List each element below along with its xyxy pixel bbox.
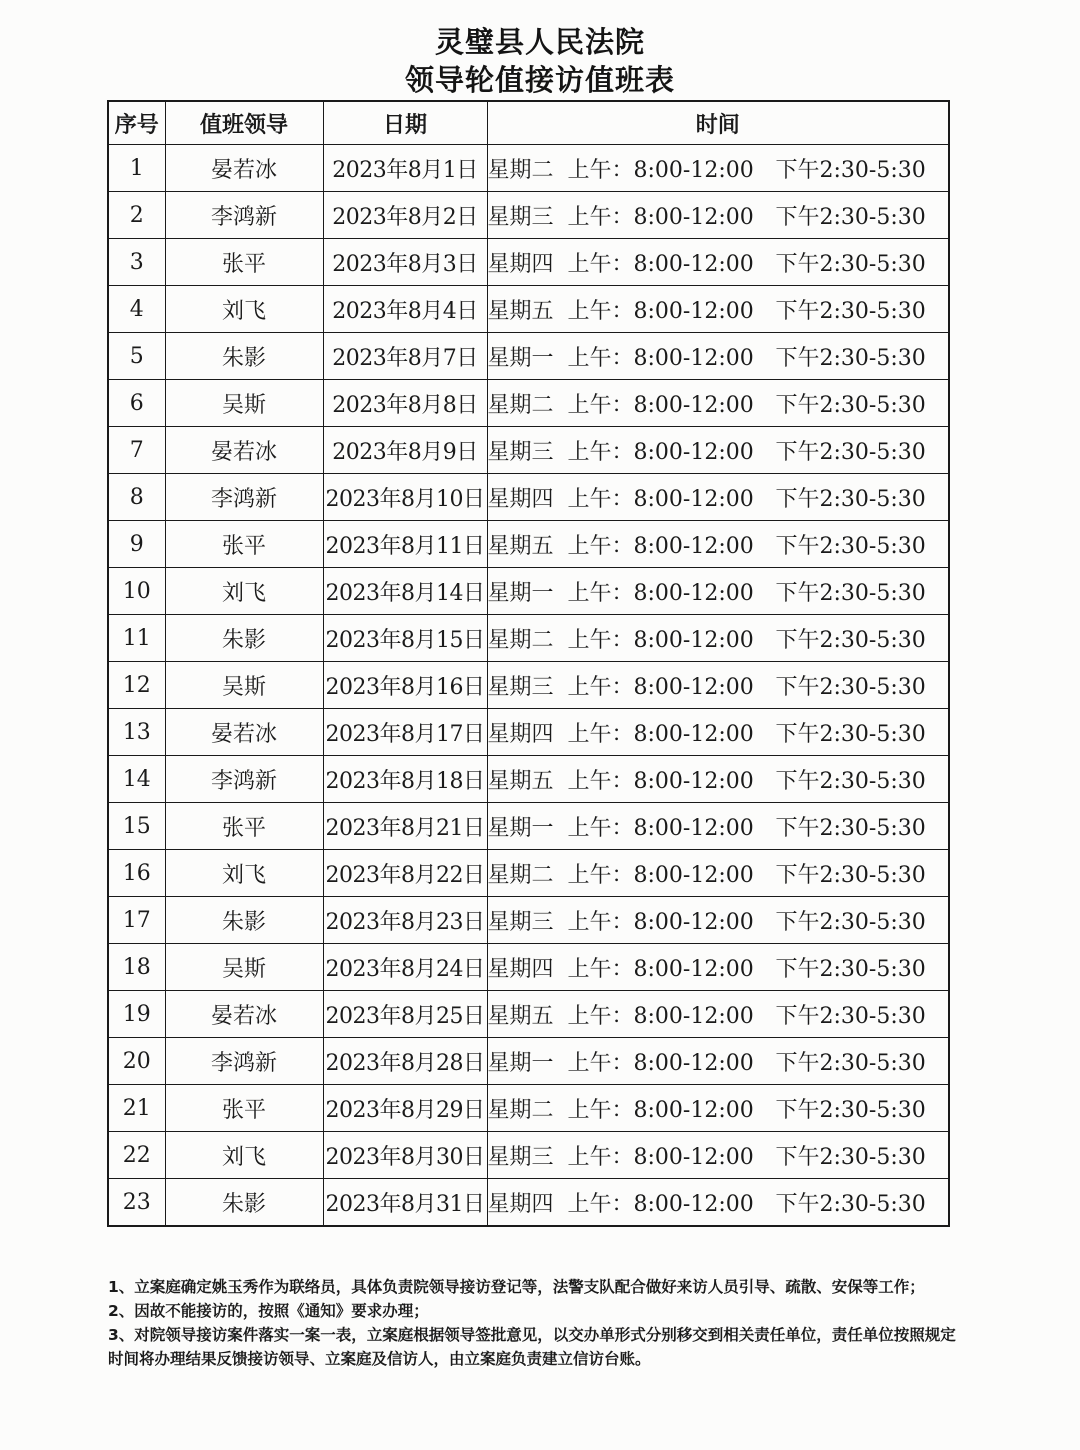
table-row: [108, 944, 949, 991]
cell-date: 2023年8月10日: [323, 474, 487, 521]
table-row: [108, 1179, 949, 1227]
duty-schedule-table: [107, 100, 950, 1227]
cell-time: [487, 521, 949, 568]
morning-hours-text: 上午：8:00-12:00: [567, 439, 754, 465]
weekday-text: 星期五: [487, 533, 554, 559]
morning-hours-text: 上午：8:00-12:00: [567, 486, 754, 512]
cell-date: 2023年8月7日: [323, 333, 487, 380]
morning-hours-text: 上午：8:00-12:00: [567, 956, 754, 982]
cell-date: 2023年8月9日: [323, 427, 487, 474]
table-header-row: [108, 101, 949, 145]
cell-duty-leader: 吴斯: [165, 662, 323, 709]
cell-time: [487, 615, 949, 662]
cell-duty-leader: 李鸿新: [165, 756, 323, 803]
cell-date: 2023年8月11日: [323, 521, 487, 568]
table-row: [108, 615, 949, 662]
cell-duty-leader: 李鸿新: [165, 192, 323, 239]
morning-hours-text: 上午：8:00-12:00: [567, 674, 754, 700]
header-time: 时间: [487, 101, 949, 145]
cell-time: [487, 662, 949, 709]
cell-date: 2023年8月22日: [323, 850, 487, 897]
cell-serial-number: 1: [108, 145, 165, 192]
afternoon-hours-text: 下午2:30-5:30: [775, 627, 926, 653]
cell-date: 2023年8月2日: [323, 192, 487, 239]
weekday-text: 星期一: [487, 815, 554, 841]
table-row: [108, 427, 949, 474]
cell-time: [487, 850, 949, 897]
cell-date: 2023年8月24日: [323, 944, 487, 991]
cell-serial-number: 16: [108, 850, 165, 897]
afternoon-hours-text: 下午2:30-5:30: [775, 1003, 926, 1029]
cell-duty-leader: 晏若冰: [165, 709, 323, 756]
cell-duty-leader: 晏若冰: [165, 427, 323, 474]
cell-duty-leader: 朱影: [165, 1179, 323, 1227]
note-item-3: 3、对院领导接访案件落实一案一表，立案庭根据领导签批意见，以交办单形式分别移交到相关责任单位，责任单位按照规定时间将办理结果反馈接访领导、立案庭及信访人，由立案庭负责建立信访台账。: [108, 1326, 956, 1368]
morning-hours-text: 上午：8:00-12:00: [567, 1191, 754, 1217]
cell-serial-number: 13: [108, 709, 165, 756]
cell-time: [487, 944, 949, 991]
cell-date: 2023年8月17日: [323, 709, 487, 756]
afternoon-hours-text: 下午2:30-5:30: [775, 862, 926, 888]
cell-duty-leader: 李鸿新: [165, 1038, 323, 1085]
cell-serial-number: 19: [108, 991, 165, 1038]
weekday-text: 星期三: [487, 439, 554, 465]
afternoon-hours-text: 下午2:30-5:30: [775, 204, 926, 230]
weekday-text: 星期一: [487, 345, 554, 371]
afternoon-hours-text: 下午2:30-5:30: [775, 1191, 926, 1217]
cell-serial-number: 11: [108, 615, 165, 662]
cell-date: 2023年8月23日: [323, 897, 487, 944]
weekday-text: 星期三: [487, 674, 554, 700]
table-body: [108, 145, 949, 1227]
morning-hours-text: 上午：8:00-12:00: [567, 1144, 754, 1170]
cell-date: 2023年8月31日: [323, 1179, 487, 1227]
cell-time: [487, 427, 949, 474]
cell-duty-leader: 刘飞: [165, 1132, 323, 1179]
afternoon-hours-text: 下午2:30-5:30: [775, 345, 926, 371]
cell-time: [487, 286, 949, 333]
cell-time: [487, 709, 949, 756]
afternoon-hours-text: 下午2:30-5:30: [775, 580, 926, 606]
cell-serial-number: 22: [108, 1132, 165, 1179]
afternoon-hours-text: 下午2:30-5:30: [775, 674, 926, 700]
weekday-text: 星期三: [487, 909, 554, 935]
morning-hours-text: 上午：8:00-12:00: [567, 768, 754, 794]
weekday-text: 星期四: [487, 486, 554, 512]
table-row: [108, 897, 949, 944]
cell-duty-leader: 刘飞: [165, 286, 323, 333]
weekday-text: 星期五: [487, 1003, 554, 1029]
weekday-text: 星期四: [487, 1191, 554, 1217]
cell-date: 2023年8月16日: [323, 662, 487, 709]
cell-time: [487, 1179, 949, 1227]
document-subtitle: 领导轮值接访值班表: [404, 63, 675, 97]
table-row: [108, 850, 949, 897]
morning-hours-text: 上午：8:00-12:00: [567, 627, 754, 653]
table-row: [108, 239, 949, 286]
cell-serial-number: 8: [108, 474, 165, 521]
table-row: [108, 803, 949, 850]
weekday-text: 星期三: [487, 204, 554, 230]
afternoon-hours-text: 下午2:30-5:30: [775, 486, 926, 512]
morning-hours-text: 上午：8:00-12:00: [567, 533, 754, 559]
cell-date: 2023年8月4日: [323, 286, 487, 333]
morning-hours-text: 上午：8:00-12:00: [567, 862, 754, 888]
cell-serial-number: 14: [108, 756, 165, 803]
weekday-text: 星期二: [487, 392, 554, 418]
afternoon-hours-text: 下午2:30-5:30: [775, 909, 926, 935]
table-row: [108, 756, 949, 803]
note-item-1: 1、立案庭确定姚玉秀作为联络员，具体负责院领导接访登记等，法警支队配合做好来访人员引导、疏散、安保等工作；: [108, 1278, 925, 1296]
morning-hours-text: 上午：8:00-12:00: [567, 392, 754, 418]
table-row: [108, 1038, 949, 1085]
weekday-text: 星期二: [487, 1097, 554, 1123]
afternoon-hours-text: 下午2:30-5:30: [775, 157, 926, 183]
morning-hours-text: 上午：8:00-12:00: [567, 1050, 754, 1076]
cell-date: 2023年8月25日: [323, 991, 487, 1038]
table-row: [108, 1085, 949, 1132]
table-row: [108, 286, 949, 333]
cell-serial-number: 2: [108, 192, 165, 239]
cell-serial-number: 9: [108, 521, 165, 568]
table-row: [108, 380, 949, 427]
table-row: [108, 662, 949, 709]
cell-serial-number: 17: [108, 897, 165, 944]
afternoon-hours-text: 下午2:30-5:30: [775, 1144, 926, 1170]
cell-duty-leader: 吴斯: [165, 944, 323, 991]
cell-time: [487, 568, 949, 615]
morning-hours-text: 上午：8:00-12:00: [567, 721, 754, 747]
table-row: [108, 568, 949, 615]
afternoon-hours-text: 下午2:30-5:30: [775, 815, 926, 841]
morning-hours-text: 上午：8:00-12:00: [567, 298, 754, 324]
cell-serial-number: 15: [108, 803, 165, 850]
morning-hours-text: 上午：8:00-12:00: [567, 815, 754, 841]
morning-hours-text: 上午：8:00-12:00: [567, 345, 754, 371]
cell-time: [487, 192, 949, 239]
afternoon-hours-text: 下午2:30-5:30: [775, 768, 926, 794]
cell-duty-leader: 晏若冰: [165, 145, 323, 192]
cell-duty-leader: 张平: [165, 803, 323, 850]
afternoon-hours-text: 下午2:30-5:30: [775, 956, 926, 982]
cell-serial-number: 23: [108, 1179, 165, 1227]
cell-serial-number: 4: [108, 286, 165, 333]
cell-serial-number: 12: [108, 662, 165, 709]
header-duty-leader: 值班领导: [165, 101, 323, 145]
cell-date: 2023年8月18日: [323, 756, 487, 803]
note-item-2: 2、因故不能接访的，按照《通知》要求办理；: [108, 1302, 429, 1320]
cell-serial-number: 18: [108, 944, 165, 991]
table-row: [108, 192, 949, 239]
table-row: [108, 1132, 949, 1179]
cell-duty-leader: 刘飞: [165, 850, 323, 897]
cell-date: 2023年8月30日: [323, 1132, 487, 1179]
weekday-text: 星期四: [487, 721, 554, 747]
weekday-text: 星期一: [487, 580, 554, 606]
afternoon-hours-text: 下午2:30-5:30: [775, 298, 926, 324]
cell-duty-leader: 吴斯: [165, 380, 323, 427]
cell-duty-leader: 朱影: [165, 897, 323, 944]
header-date: 日期: [323, 101, 487, 145]
afternoon-hours-text: 下午2:30-5:30: [775, 533, 926, 559]
cell-date: 2023年8月29日: [323, 1085, 487, 1132]
cell-serial-number: 21: [108, 1085, 165, 1132]
morning-hours-text: 上午：8:00-12:00: [567, 909, 754, 935]
cell-duty-leader: 刘飞: [165, 568, 323, 615]
cell-duty-leader: 张平: [165, 1085, 323, 1132]
table-row: [108, 145, 949, 192]
cell-date: 2023年8月14日: [323, 568, 487, 615]
afternoon-hours-text: 下午2:30-5:30: [775, 721, 926, 747]
afternoon-hours-text: 下午2:30-5:30: [775, 392, 926, 418]
morning-hours-text: 上午：8:00-12:00: [567, 1003, 754, 1029]
weekday-text: 星期五: [487, 768, 554, 794]
weekday-text: 星期二: [487, 862, 554, 888]
cell-duty-leader: 张平: [165, 521, 323, 568]
cell-time: [487, 239, 949, 286]
table-row: [108, 709, 949, 756]
cell-time: [487, 803, 949, 850]
cell-serial-number: 7: [108, 427, 165, 474]
cell-time: [487, 991, 949, 1038]
weekday-text: 星期一: [487, 1050, 554, 1076]
cell-duty-leader: 晏若冰: [165, 991, 323, 1038]
cell-duty-leader: 朱影: [165, 615, 323, 662]
morning-hours-text: 上午：8:00-12:00: [567, 204, 754, 230]
cell-time: [487, 1085, 949, 1132]
morning-hours-text: 上午：8:00-12:00: [567, 157, 754, 183]
cell-date: 2023年8月15日: [323, 615, 487, 662]
weekday-text: 星期二: [487, 627, 554, 653]
cell-duty-leader: 朱影: [165, 333, 323, 380]
cell-time: [487, 897, 949, 944]
table-row: [108, 474, 949, 521]
cell-serial-number: 6: [108, 380, 165, 427]
cell-date: 2023年8月21日: [323, 803, 487, 850]
cell-time: [487, 145, 949, 192]
cell-serial-number: 3: [108, 239, 165, 286]
afternoon-hours-text: 下午2:30-5:30: [775, 251, 926, 277]
weekday-text: 星期二: [487, 157, 554, 183]
cell-time: [487, 756, 949, 803]
cell-time: [487, 1132, 949, 1179]
cell-time: [487, 474, 949, 521]
cell-serial-number: 20: [108, 1038, 165, 1085]
morning-hours-text: 上午：8:00-12:00: [567, 580, 754, 606]
cell-date: 2023年8月8日: [323, 380, 487, 427]
notes-section: [108, 1275, 958, 1371]
table-row: [108, 991, 949, 1038]
weekday-text: 星期三: [487, 1144, 554, 1170]
afternoon-hours-text: 下午2:30-5:30: [775, 1097, 926, 1123]
table-row: [108, 521, 949, 568]
weekday-text: 星期四: [487, 251, 554, 277]
weekday-text: 星期四: [487, 956, 554, 982]
morning-hours-text: 上午：8:00-12:00: [567, 1097, 754, 1123]
cell-time: [487, 1038, 949, 1085]
cell-serial-number: 10: [108, 568, 165, 615]
afternoon-hours-text: 下午2:30-5:30: [775, 439, 926, 465]
cell-duty-leader: 李鸿新: [165, 474, 323, 521]
cell-duty-leader: 张平: [165, 239, 323, 286]
cell-date: 2023年8月28日: [323, 1038, 487, 1085]
cell-date: 2023年8月3日: [323, 239, 487, 286]
cell-serial-number: 5: [108, 333, 165, 380]
morning-hours-text: 上午：8:00-12:00: [567, 251, 754, 277]
header-serial-number: 序号: [108, 101, 165, 145]
table-row: [108, 333, 949, 380]
afternoon-hours-text: 下午2:30-5:30: [775, 1050, 926, 1076]
cell-date: 2023年8月1日: [323, 145, 487, 192]
cell-time: [487, 380, 949, 427]
cell-time: [487, 333, 949, 380]
document-title: 灵璧县人民法院: [434, 25, 645, 59]
weekday-text: 星期五: [487, 298, 554, 324]
